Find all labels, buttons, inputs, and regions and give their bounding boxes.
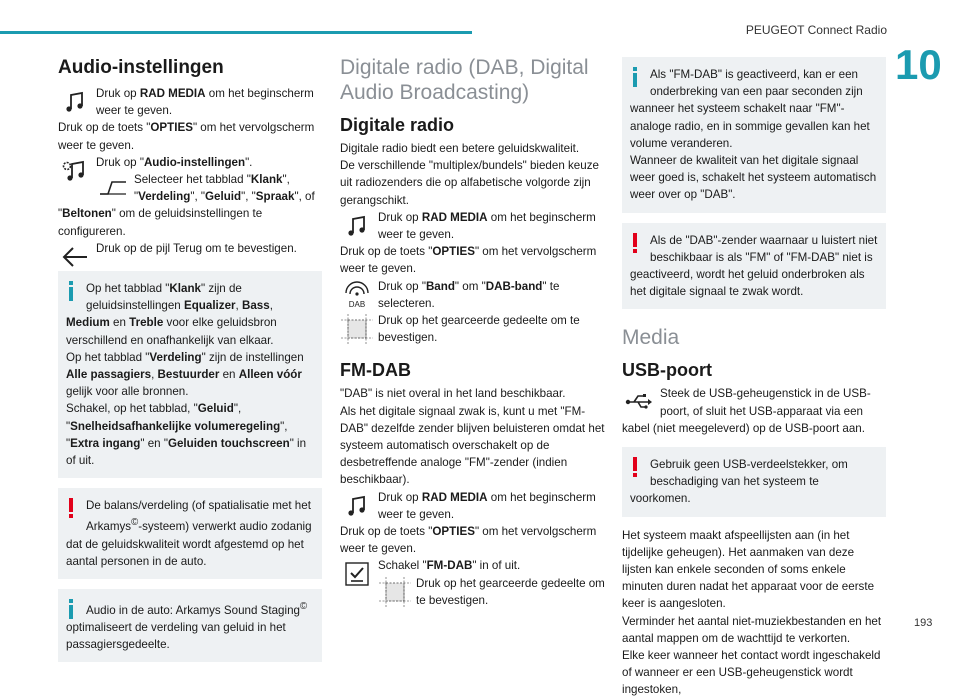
info-box-fm-dab: Als "FM-DAB" is geactiveerd, kan er een onderbreking van een paar seconden zijn wanneer het systeem schakelt naar "FM"-analoge radio, en in sommige gevallen kan het volume veranderen. Wanneer de kwaliteit van het digitale signaal weer goed is, schakelt het systeem automatisch weer over op "DAB". — [622, 57, 886, 213]
step-confirm: Druk op het gearceerde gedeelte om te bevestigen. — [340, 312, 606, 346]
music-settings-icon — [58, 155, 92, 187]
info-icon — [630, 67, 640, 87]
paragraph: Elke keer wanneer het contact wordt ingeschakeld of wanneer er een USB-geheugenstick wordt ingestoken, — [622, 649, 881, 697]
info-icon — [66, 599, 76, 619]
info-box-klank: Op het tabblad "Klank" zijn de geluidsinstellingen Equalizer, Bass, Medium en Treble voor elke geluidsbron verschillend en onafhankelijk van elkaar. Op het tabblad "Verdeling" zijn de instellingen Alle passagiers, Bestuurder en Alleen vóór gelijk voor alle bronnen. Schakel, op het tabblad, "Geluid", "Snelheidsafhankelijke volumeregeling", "Extra ingang" en "Geluiden touchscreen" in of uit. — [58, 271, 322, 478]
warning-icon — [630, 233, 640, 253]
warning-icon — [66, 498, 76, 518]
warning-box-dab: Als de "DAB"-zender waarnaar u luistert niet beschikbaar is als "FM" of "FM-DAB" niet is geactiveerd, wordt het geluid onderbroken als het digitale signaal te zwak wordt. — [622, 223, 886, 310]
paragraph: Verminder het aantal niet-muziekbestanden en het aantal mappen om de wachttijd te verkorten. — [622, 614, 882, 645]
warning-box-usb: Gebruik geen USB-verdeelstekker, om beschadiging van het systeem te voorkomen. — [622, 447, 886, 517]
step-rad-media: Druk op RAD MEDIA om het beginscherm weer te geven. — [340, 209, 606, 243]
paragraph-opties: Druk op de toets "OPTIES" om het vervolgscherm weer te geven. — [58, 121, 315, 152]
subheading-digitale-radio: Digitale radio — [340, 115, 455, 135]
dab-radio-icon — [340, 279, 374, 311]
page-number: 193 — [914, 617, 933, 629]
chapter-number: 10 — [895, 41, 942, 88]
tab-icon — [96, 172, 130, 204]
checkbox-icon — [340, 558, 374, 590]
step-usb: Steek de USB-geheugenstick in de USB-poort, of sluit het USB-apparaat via een kabel (niet meegeleverd) op de USB-poort aan. — [622, 387, 871, 435]
subheading-usb-poort: USB-poort — [622, 360, 712, 381]
music-note-icon — [340, 210, 374, 242]
step-rad-media: Druk op RAD MEDIA om het beginscherm weer te geven. — [340, 489, 606, 523]
warning-box-balans: De balans/verdeling (of spatialisatie met het Arkamys©-systeem) verwerkt audio zodanig dat de geluidskwaliteit wordt afgestemd op het aantal personen in de auto. — [58, 488, 322, 579]
music-note-icon — [340, 490, 374, 522]
warning-icon — [630, 457, 640, 477]
heading-media: Media — [622, 326, 680, 350]
paragraph: Als het digitale signaal zwak is, kunt u met "FM-DAB" dezelfde zender blijven beluisteren omdat het systeem automatisch overschakelt op de desbetreffende analoge "FM"-zender (indien beschikbaar). — [340, 404, 605, 487]
paragraph: De verschillende "multiplex/bundels" bieden keuze uit radiozenders die op alfabetische volgorde zijn gerangschikt. — [340, 159, 599, 207]
dab-icon-label: DAB — [348, 299, 366, 309]
info-box-arkamys: Audio in de auto: Arkamys Sound Staging© optimaliseert de verdeling van geluid in het passagiersgedeelte. — [58, 589, 322, 662]
shaded-area-icon — [340, 313, 374, 345]
column-media — [622, 55, 886, 699]
shaded-area-icon — [378, 576, 412, 608]
column-audio-settings — [58, 55, 322, 672]
column-digital-radio — [340, 55, 606, 609]
header-title: PEUGEOT Connect Radio — [745, 23, 887, 37]
step-fm-dab-toggle: Schakel "FM-DAB" in of uit. — [340, 557, 606, 574]
subheading-fm-dab: FM-DAB — [340, 360, 411, 381]
paragraph-opties: Druk op de toets "OPTIES" om het vervolgscherm weer te geven. — [340, 245, 597, 276]
paragraph: "DAB" is niet overal in het land beschikbaar. — [340, 387, 566, 401]
step-band: DAB Druk op "Band" om "DAB-band" te selecteren. — [340, 278, 606, 312]
heading-digitale-radio-dab: Digitale radio (DAB, Digital Audio Broadcasting) — [340, 56, 589, 104]
back-arrow-icon — [58, 241, 92, 273]
paragraph: Digitale radio biedt een betere geluidskwaliteit. — [340, 142, 580, 155]
step-tabblad: Selecteer het tabblad "Klank", "Verdeling", "Geluid", "Spraak", of "Beltonen" om de geluidsinstellingen te configureren. — [58, 173, 315, 238]
heading-audio-instellingen: Audio-instellingen — [58, 57, 224, 78]
step-rad-media: Druk op RAD MEDIA om het beginscherm weer te geven. — [58, 85, 322, 119]
music-note-icon — [58, 86, 92, 118]
step-back-arrow: Druk op de pijl Terug om te bevestigen. — [58, 240, 322, 257]
step-confirm: Druk op het gearceerde gedeelte om te bevestigen. — [340, 575, 606, 609]
header-accent-bar — [0, 31, 472, 34]
paragraph-opties: Druk op de toets "OPTIES" om het vervolgscherm weer te geven. — [340, 525, 597, 556]
info-icon — [66, 281, 76, 301]
paragraph: Het systeem maakt afspeellijsten aan (in het tijdelijke geheugen). Het aanmaken van deze lijsten kan enkele seconden of soms enkele minuten duren nadat het apparaat voor de eerste keer is aangesloten. — [622, 528, 875, 611]
usb-icon — [622, 386, 656, 418]
step-audio-instellingen: Druk op "Audio-instellingen". — [58, 154, 322, 171]
